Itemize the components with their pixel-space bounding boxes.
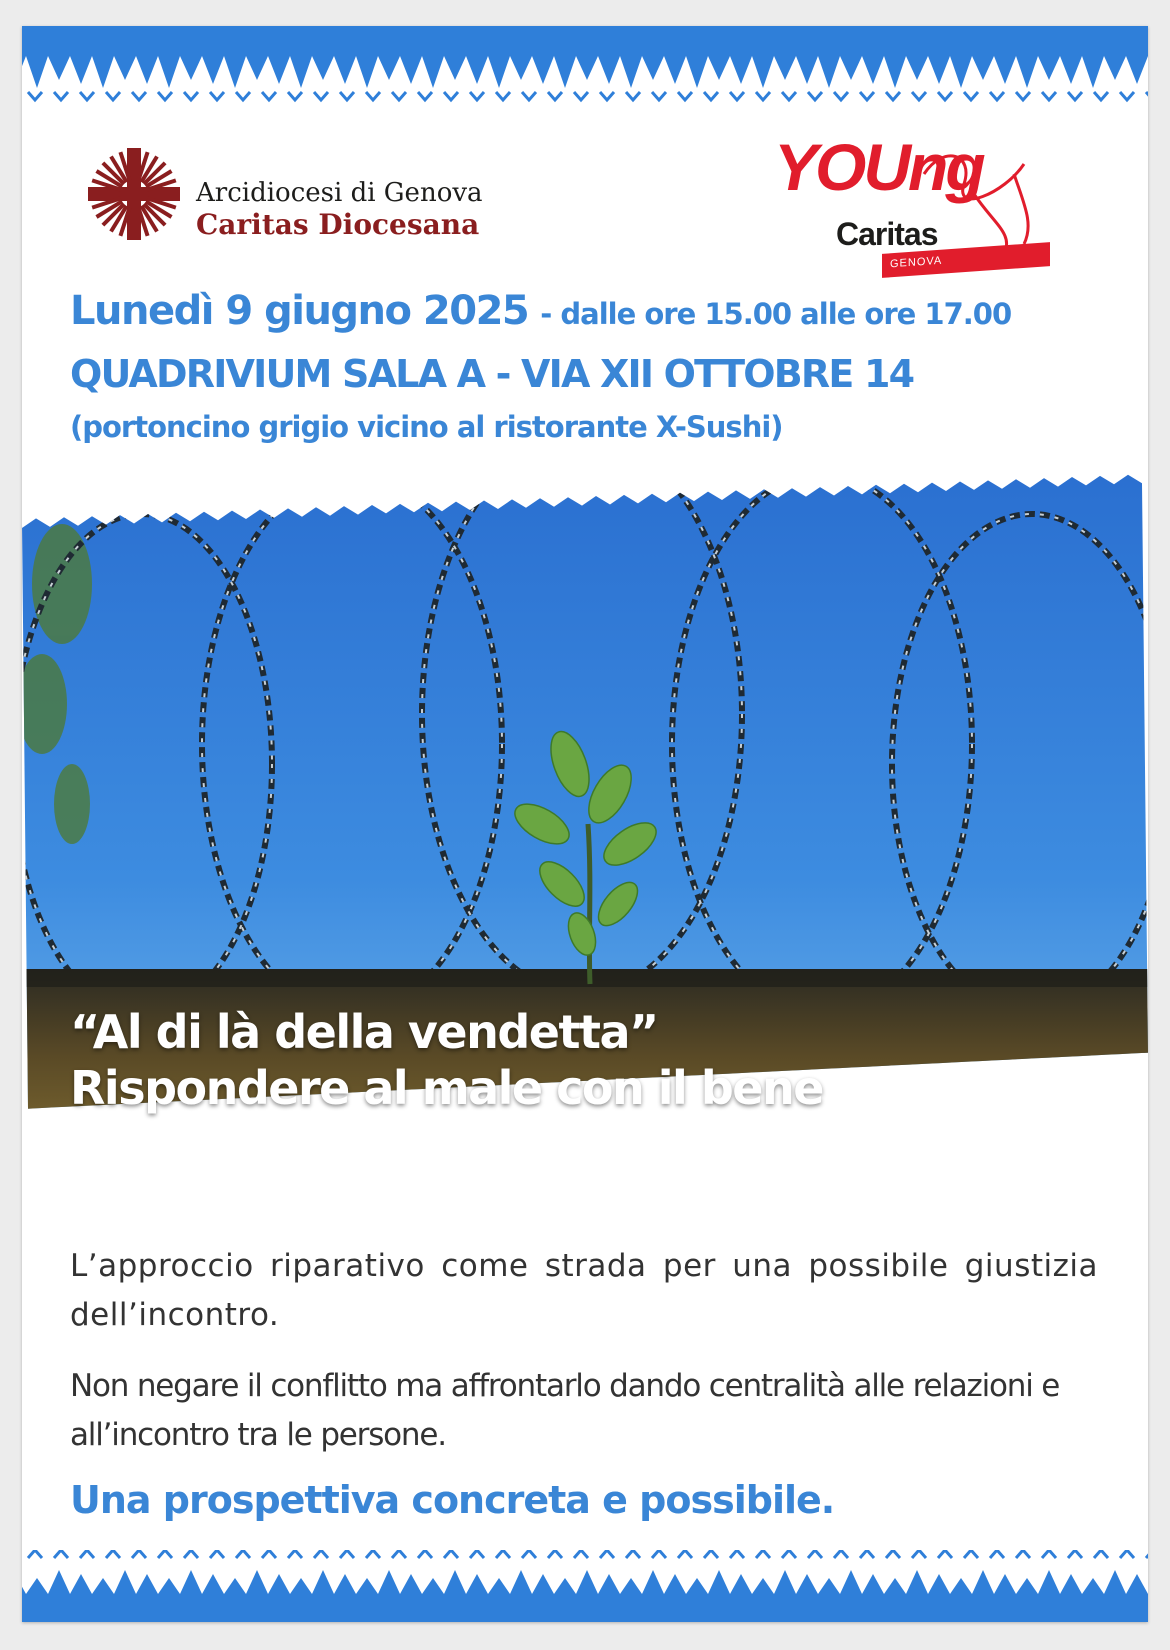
- poster: [22, 26, 1148, 1622]
- event-time: - dalle ore 15.00 alle ore 17.00: [540, 297, 1012, 331]
- event-venue-note: (portoncino grigio vicino al ristorante X-Sushi): [70, 410, 783, 444]
- young-genova-label: GENOVA: [890, 254, 943, 271]
- org-name-caritas: Caritas Diocesana: [196, 208, 480, 241]
- event-title-quote: “Al di là della vendetta”: [70, 1005, 658, 1059]
- tagline: Una prospettiva concreta e possibile.: [70, 1478, 835, 1522]
- event-venue: QUADRIVIUM SALA A - VIA XII OTTOBRE 14: [70, 352, 914, 396]
- org-name-archdiocese: Arcidiocesi di Genova: [196, 178, 483, 208]
- caritas-cross-icon: [84, 144, 184, 244]
- young-caritas-logo: [774, 130, 1074, 284]
- event-title: [70, 1004, 823, 1116]
- decorative-top-band: [22, 26, 1148, 110]
- event-date: Lunedì 9 giugno 2025: [70, 288, 529, 334]
- event-date-line: [70, 288, 1130, 334]
- caritas-diocesana-logo: [84, 144, 524, 254]
- decorative-bottom-band: [22, 1550, 1148, 1622]
- body-paragraph-2: Non negare il conflitto ma affrontarlo dando centralità alle relazioni e all’incontro tra le persone.: [70, 1368, 1060, 1453]
- young-caritas-label: Caritas: [836, 216, 938, 252]
- body-paragraph-1: L’approccio riparativo come strada per una possibile giustizia dell’incontro.: [70, 1248, 1098, 1333]
- event-subtitle: Rispondere al male con il bene: [70, 1061, 823, 1115]
- young-wordmark: YOUng: [774, 130, 983, 204]
